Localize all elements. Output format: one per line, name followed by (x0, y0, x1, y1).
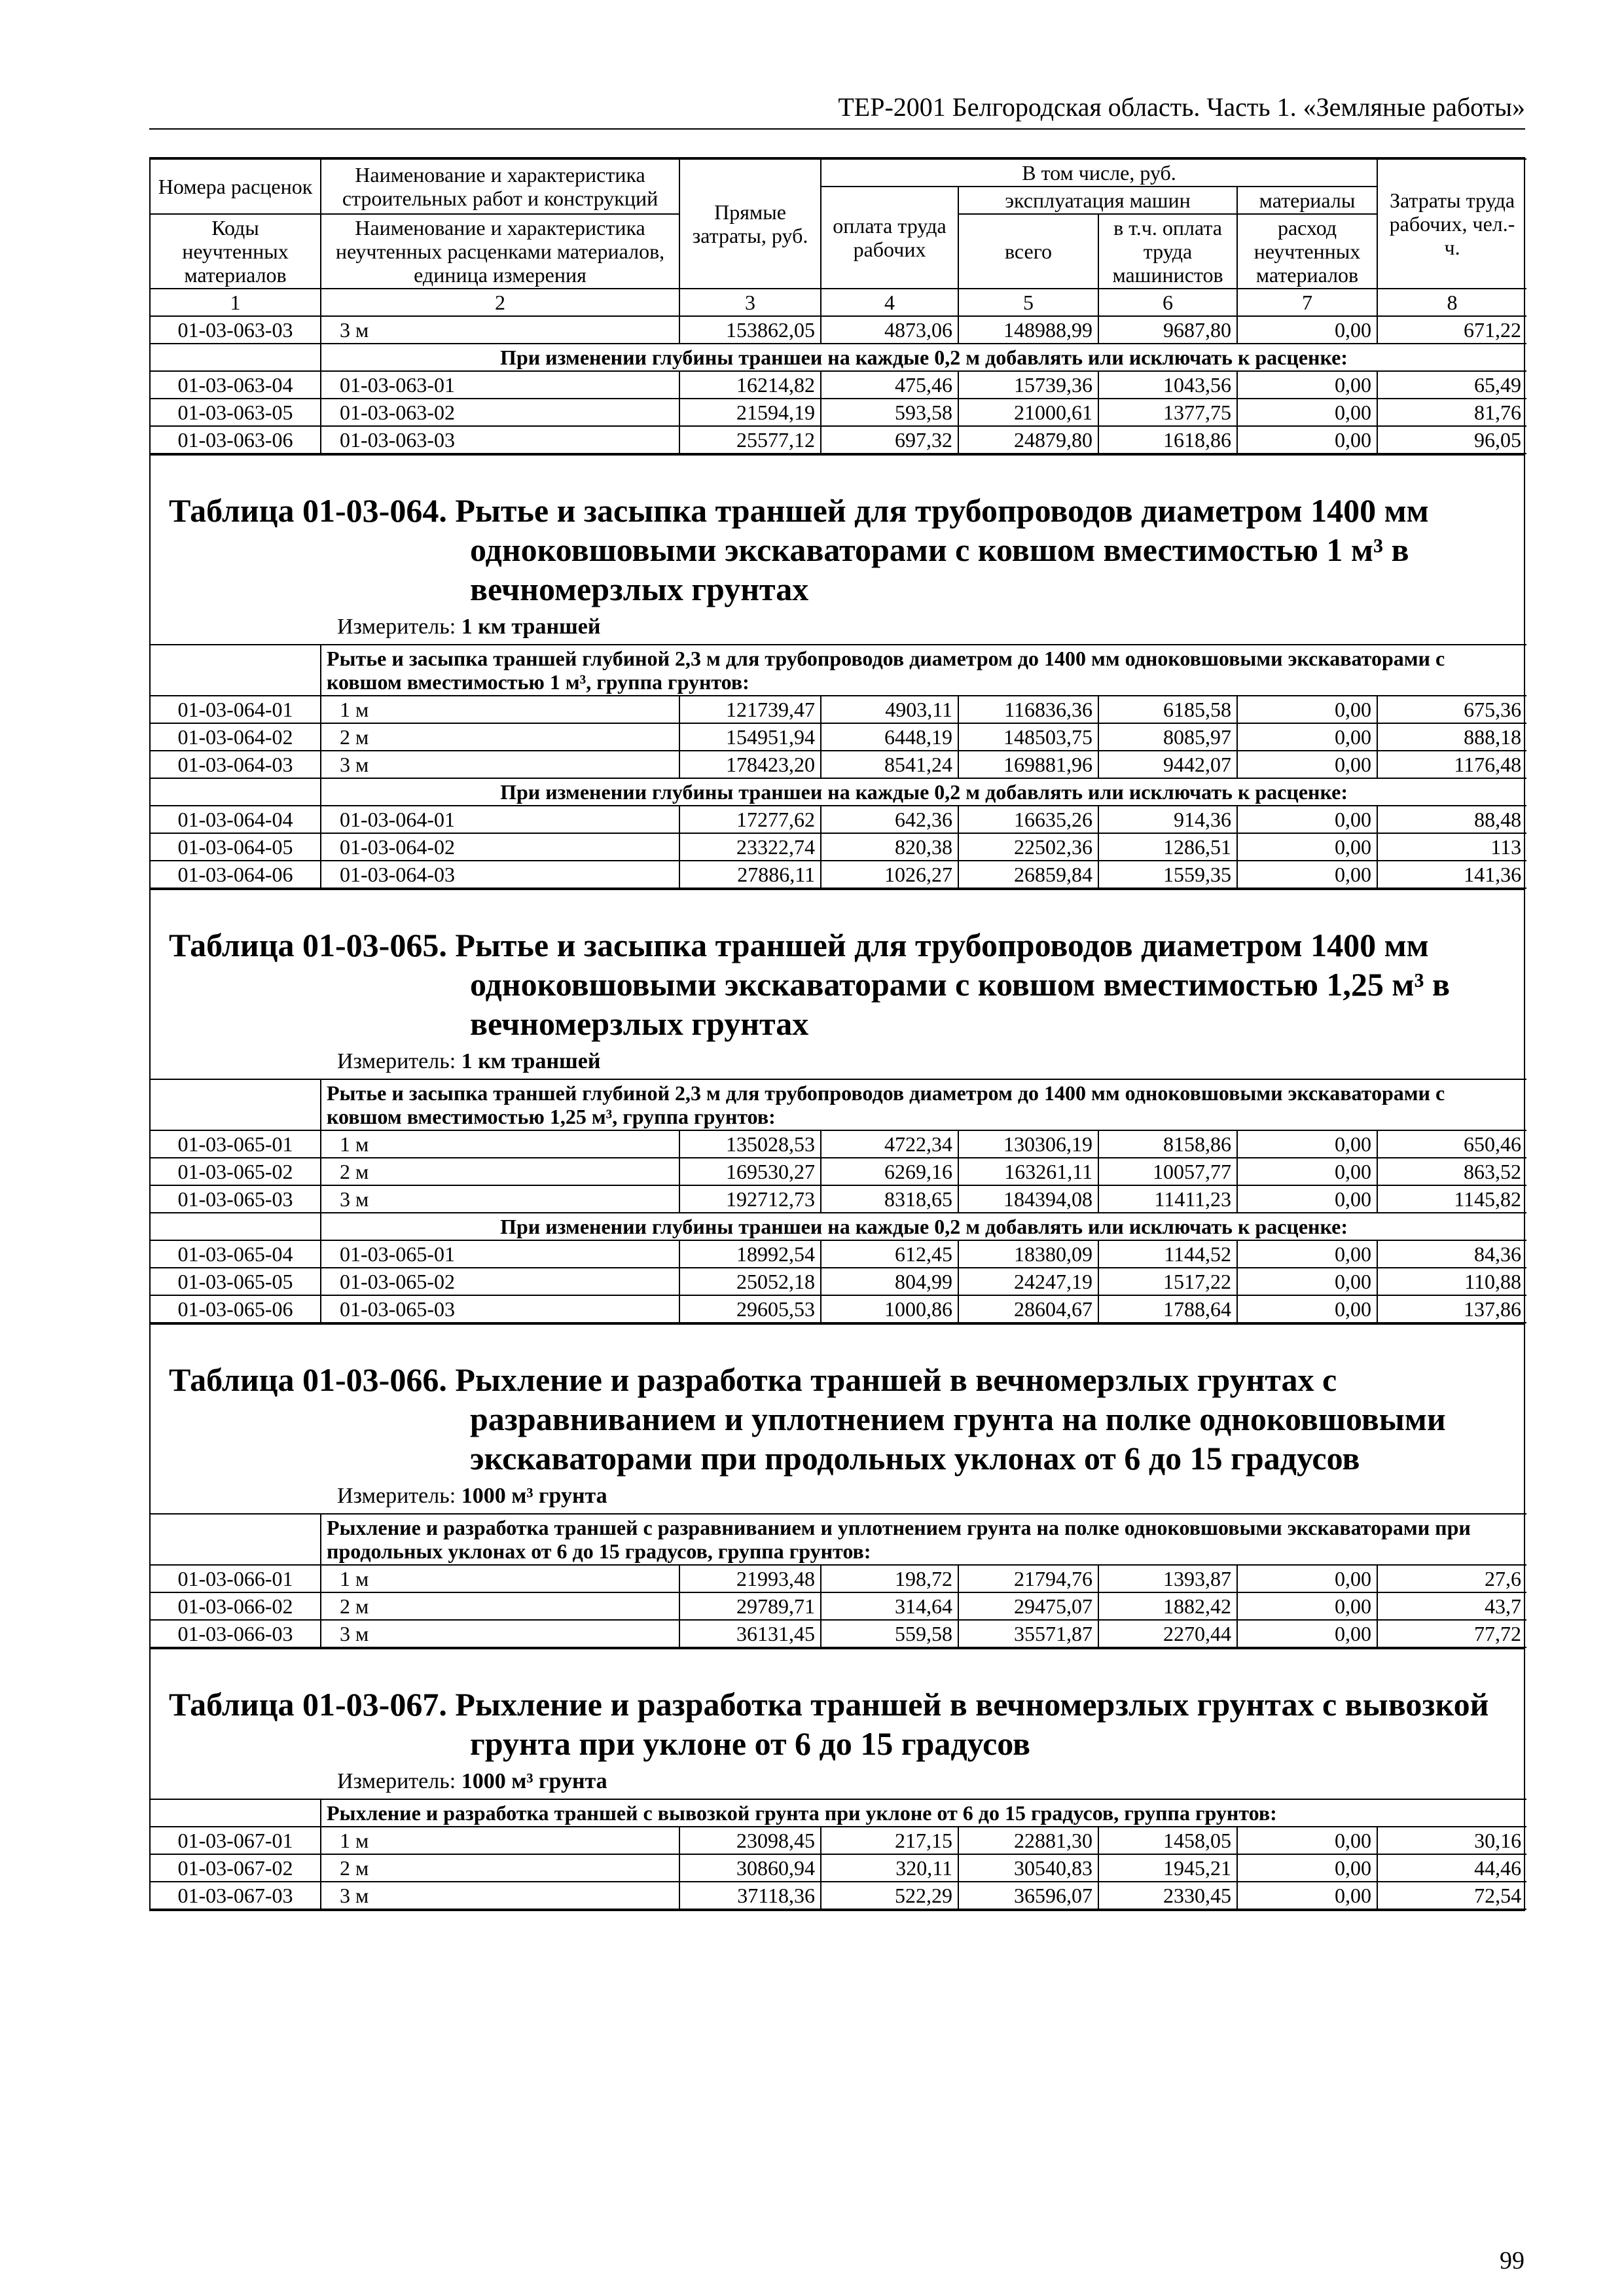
rate-row (151, 371, 1526, 399)
cell-operators: 9442,07 (1098, 751, 1237, 778)
cell-code: 01-03-063-05 (151, 399, 321, 426)
cell-labor: 4873,06 (821, 316, 958, 344)
cell-hours: 65,49 (1377, 371, 1526, 399)
note-spacer (151, 1213, 321, 1240)
cell-code: 01-03-065-05 (151, 1268, 321, 1295)
table-01-03-063-continuation (151, 315, 1526, 454)
measure-unit (151, 609, 1524, 644)
column-number-row (151, 289, 1526, 316)
cell-direct: 29789,71 (679, 1592, 821, 1620)
cell-machines: 116836,36 (958, 696, 1098, 723)
cell-name: 3 м (321, 1882, 679, 1909)
cell-materials: 0,00 (1237, 1130, 1377, 1158)
note-spacer (151, 778, 321, 806)
cell-labor: 642,36 (821, 806, 958, 833)
cell-operators: 914,36 (1098, 806, 1237, 833)
rate-row (151, 1854, 1526, 1882)
header-material-description: Наименование и характеристика неучтенных расценками материалов, единица измерения (321, 214, 679, 289)
cell-machines: 184394,08 (958, 1185, 1098, 1213)
depth-change-note: При изменении глубины траншеи на каждые 0,2 м добавлять или исключать к расценке: (321, 778, 1526, 806)
rate-table (151, 1513, 1526, 1648)
cell-machines: 36596,07 (958, 1882, 1098, 1909)
cell-hours: 43,7 (1377, 1592, 1526, 1620)
rate-table-section (151, 454, 1524, 889)
column-number: 6 (1098, 289, 1237, 316)
cell-materials: 0,00 (1237, 1620, 1377, 1647)
cell-name: 3 м (321, 316, 679, 344)
measure-label: Измеритель: (337, 1484, 456, 1508)
measure-unit (151, 1043, 1524, 1079)
cell-code: 01-03-064-06 (151, 861, 321, 888)
work-description: Рытье и засыпка траншей глубиной 2,3 м для трубопроводов диаметром до 1400 мм одноковшовыми экскаваторами с ковшом вместимостью 1,25 м³, группа грунтов: (321, 1079, 1526, 1130)
section-title (151, 1649, 1524, 1763)
cell-labor: 522,29 (821, 1882, 958, 1909)
cell-operators: 1393,87 (1098, 1565, 1237, 1592)
cell-materials: 0,00 (1237, 1592, 1377, 1620)
rate-row (151, 1565, 1526, 1592)
cell-machines: 15739,36 (958, 371, 1098, 399)
cell-materials: 0,00 (1237, 1185, 1377, 1213)
cell-code: 01-03-064-01 (151, 696, 321, 723)
cell-machines: 35571,87 (958, 1620, 1098, 1647)
cell-hours: 141,36 (1377, 861, 1526, 888)
column-number: 2 (321, 289, 679, 316)
cell-labor: 4903,11 (821, 696, 958, 723)
cell-materials: 0,00 (1237, 1158, 1377, 1185)
measure-label: Измеритель: (337, 1049, 456, 1073)
cell-materials: 0,00 (1237, 426, 1377, 454)
section-title-lead: Таблица 01-03-066. Рыхление и разработка траншей в вечномерзлых грунтах с (169, 1361, 1337, 1398)
cell-materials: 0,00 (1237, 1240, 1377, 1268)
cell-materials: 0,00 (1237, 1827, 1377, 1854)
cell-labor: 314,64 (821, 1592, 958, 1620)
header-work-description: Наименование и характеристика строительных работ и конструкций (321, 159, 679, 214)
cell-direct: 16214,82 (679, 371, 821, 399)
cell-labor: 820,38 (821, 833, 958, 861)
column-number: 5 (958, 289, 1098, 316)
cell-machines: 22881,30 (958, 1827, 1098, 1854)
measure-value: 1000 м³ грунта (461, 1484, 607, 1508)
cell-labor: 8541,24 (821, 751, 958, 778)
rate-row (151, 1882, 1526, 1909)
cell-code: 01-03-064-05 (151, 833, 321, 861)
rate-row (151, 1827, 1526, 1854)
cell-machines: 169881,96 (958, 751, 1098, 778)
cell-direct: 169530,27 (679, 1158, 821, 1185)
column-number: 3 (679, 289, 821, 316)
cell-name: 01-03-064-02 (321, 833, 679, 861)
cell-code: 01-03-064-03 (151, 751, 321, 778)
section-title-lead: Таблица 01-03-064. Рытье и засыпка траншей для трубопроводов диаметром 1400 мм (169, 492, 1429, 529)
cell-code: 01-03-066-01 (151, 1565, 321, 1592)
cell-operators: 6185,58 (1098, 696, 1237, 723)
cell-materials: 0,00 (1237, 371, 1377, 399)
cell-machines: 24247,19 (958, 1268, 1098, 1295)
header-worker-pay: оплата труда рабочих (821, 187, 958, 289)
cell-labor: 198,72 (821, 1565, 958, 1592)
header-material-codes: Коды неучтенных материалов (151, 214, 321, 289)
cell-direct: 25577,12 (679, 426, 821, 454)
column-number: 4 (821, 289, 958, 316)
cell-direct: 153862,05 (679, 316, 821, 344)
rate-row (151, 861, 1526, 888)
cell-name: 1 м (321, 1130, 679, 1158)
cell-labor: 1000,86 (821, 1295, 958, 1323)
rate-table-section (151, 889, 1524, 1323)
cell-direct: 21594,19 (679, 399, 821, 426)
rate-row (151, 1295, 1526, 1323)
cell-operators: 2330,45 (1098, 1882, 1237, 1909)
cell-operators: 1882,42 (1098, 1592, 1237, 1620)
cell-operators: 10057,77 (1098, 1158, 1237, 1185)
cell-code: 01-03-066-02 (151, 1592, 321, 1620)
cell-code: 01-03-065-04 (151, 1240, 321, 1268)
cell-code: 01-03-067-03 (151, 1882, 321, 1909)
cell-materials: 0,00 (1237, 751, 1377, 778)
section-title (151, 1325, 1524, 1478)
cell-materials: 0,00 (1237, 1854, 1377, 1882)
cell-machines: 29475,07 (958, 1592, 1098, 1620)
measure-value: 1 км траншей (461, 615, 601, 639)
cell-name: 3 м (321, 751, 679, 778)
cell-operators: 1559,35 (1098, 861, 1237, 888)
section-title-rest: одноковшовыми экскаваторами с ковшом вместимостью 1,25 м³ в вечномерзлых грунтах (470, 966, 1450, 1042)
cell-name: 2 м (321, 1592, 679, 1620)
cell-labor: 320,11 (821, 1854, 958, 1882)
section-title-lead: Таблица 01-03-067. Рыхление и разработка траншей в вечномерзлых грунтах с вывозкой (169, 1686, 1489, 1723)
cell-direct: 30860,94 (679, 1854, 821, 1882)
cell-machines: 16635,26 (958, 806, 1098, 833)
cell-direct: 17277,62 (679, 806, 821, 833)
cell-labor: 217,15 (821, 1827, 958, 1854)
cell-direct: 27886,11 (679, 861, 821, 888)
cell-labor: 1026,27 (821, 861, 958, 888)
cell-machines: 30540,83 (958, 1854, 1098, 1882)
cell-direct: 192712,73 (679, 1185, 821, 1213)
column-header-table (151, 158, 1526, 317)
cell-labor: 6269,16 (821, 1158, 958, 1185)
cell-materials: 0,00 (1237, 696, 1377, 723)
cell-materials: 0,00 (1237, 861, 1377, 888)
cell-labor: 612,45 (821, 1240, 958, 1268)
rate-row (151, 806, 1526, 833)
rate-row (151, 723, 1526, 751)
header-direct-costs: Прямые затраты, руб. (679, 159, 821, 289)
cell-hours: 1145,82 (1377, 1185, 1526, 1213)
section-title (151, 456, 1524, 609)
cell-labor: 6448,19 (821, 723, 958, 751)
cell-name: 01-03-063-03 (321, 426, 679, 454)
rates-table-frame (149, 157, 1525, 1911)
cell-machines: 24879,80 (958, 426, 1098, 454)
cell-code: 01-03-066-03 (151, 1620, 321, 1647)
cell-code: 01-03-065-03 (151, 1185, 321, 1213)
work-description: Рыхление и разработка траншей с вывозкой грунта при уклоне от 6 до 15 градусов, группа грунтов: (321, 1799, 1526, 1827)
measure-value: 1 км траншей (461, 1049, 601, 1073)
cell-direct: 37118,36 (679, 1882, 821, 1909)
depth-change-note: При изменении глубины траншеи на каждые 0,2 м добавлять или исключать к расценке: (321, 1213, 1526, 1240)
cell-name: 2 м (321, 1158, 679, 1185)
cell-direct: 18992,54 (679, 1240, 821, 1268)
cell-operators: 8158,86 (1098, 1130, 1237, 1158)
cell-code: 01-03-063-04 (151, 371, 321, 399)
cell-operators: 1618,86 (1098, 426, 1237, 454)
measure-value: 1000 м³ грунта (461, 1769, 607, 1793)
measure-unit (151, 1478, 1524, 1513)
cell-hours: 888,18 (1377, 723, 1526, 751)
cell-name: 3 м (321, 1185, 679, 1213)
cell-hours: 44,46 (1377, 1854, 1526, 1882)
cell-code: 01-03-067-02 (151, 1854, 321, 1882)
note-spacer (151, 645, 321, 696)
column-number: 7 (1237, 289, 1377, 316)
cell-machines: 18380,09 (958, 1240, 1098, 1268)
cell-materials: 0,00 (1237, 399, 1377, 426)
cell-direct: 121739,47 (679, 696, 821, 723)
work-description: Рыхление и разработка траншей с разравниванием и уплотнением грунта на полке одноковшовыми экскаваторами при продольных уклонах от 6 до 15 градусов, группа грунтов: (321, 1514, 1526, 1565)
rate-row (151, 1185, 1526, 1213)
header-operator-pay: в т.ч. оплата труда машинистов (1098, 214, 1237, 289)
cell-direct: 154951,94 (679, 723, 821, 751)
header-machine-operation: эксплуатация машин (958, 187, 1237, 214)
cell-labor: 593,58 (821, 399, 958, 426)
cell-code: 01-03-067-01 (151, 1827, 321, 1854)
cell-operators: 1043,56 (1098, 371, 1237, 399)
cell-name: 1 м (321, 1565, 679, 1592)
cell-operators: 1458,05 (1098, 1827, 1237, 1854)
cell-operators: 1788,64 (1098, 1295, 1237, 1323)
rate-row (151, 1240, 1526, 1268)
cell-direct: 21993,48 (679, 1565, 821, 1592)
cell-machines: 22502,36 (958, 833, 1098, 861)
section-title-rest: разравниванием и уплотнением грунта на полке одноковшовыми экскаваторами при продольных уклонах от 6 до 15 градусов (470, 1401, 1446, 1477)
cell-operators: 1144,52 (1098, 1240, 1237, 1268)
rate-row (151, 1158, 1526, 1185)
rate-row (151, 1268, 1526, 1295)
cell-name: 01-03-064-03 (321, 861, 679, 888)
cell-code: 01-03-065-06 (151, 1295, 321, 1323)
header-materials: материалы (1237, 187, 1377, 214)
column-number: 1 (151, 289, 321, 316)
header-labor-hours: Затраты труда рабочих, чел.-ч. (1377, 159, 1526, 289)
cell-materials: 0,00 (1237, 1565, 1377, 1592)
cell-machines: 28604,67 (958, 1295, 1098, 1323)
cell-name: 3 м (321, 1620, 679, 1647)
cell-materials: 0,00 (1237, 316, 1377, 344)
cell-name: 01-03-065-01 (321, 1240, 679, 1268)
cell-code: 01-03-065-01 (151, 1130, 321, 1158)
cell-machines: 21000,61 (958, 399, 1098, 426)
note-spacer (151, 1514, 321, 1565)
cell-name: 01-03-063-01 (321, 371, 679, 399)
rate-row (151, 399, 1526, 426)
header-unaccounted-materials: расход неучтенных материалов (1237, 214, 1377, 289)
cell-name: 01-03-064-01 (321, 806, 679, 833)
cell-hours: 27,6 (1377, 1565, 1526, 1592)
cell-machines: 21794,76 (958, 1565, 1098, 1592)
cell-name: 01-03-063-02 (321, 399, 679, 426)
section-title-rest: грунта при уклоне от 6 до 15 градусов (470, 1725, 1031, 1762)
rate-table (151, 644, 1526, 889)
cell-labor: 804,99 (821, 1268, 958, 1295)
rate-table-section (151, 1648, 1524, 1910)
cell-machines: 148988,99 (958, 316, 1098, 344)
cell-code: 01-03-064-04 (151, 806, 321, 833)
cell-operators: 9687,80 (1098, 316, 1237, 344)
cell-materials: 0,00 (1237, 806, 1377, 833)
rate-row (151, 1130, 1526, 1158)
cell-name: 01-03-065-02 (321, 1268, 679, 1295)
cell-hours: 671,22 (1377, 316, 1526, 344)
cell-hours: 77,72 (1377, 1620, 1526, 1647)
rate-row (151, 833, 1526, 861)
cell-labor: 697,32 (821, 426, 958, 454)
cell-direct: 23322,74 (679, 833, 821, 861)
section-title-rest: одноковшовыми экскаваторами с ковшом вместимостью 1 м³ в вечномерзлых грунтах (470, 531, 1409, 607)
cell-operators: 1945,21 (1098, 1854, 1237, 1882)
rate-table (151, 1799, 1526, 1910)
cell-direct: 135028,53 (679, 1130, 821, 1158)
cell-code: 01-03-065-02 (151, 1158, 321, 1185)
cell-direct: 25052,18 (679, 1268, 821, 1295)
cell-labor: 4722,34 (821, 1130, 958, 1158)
cell-materials: 0,00 (1237, 1882, 1377, 1909)
rate-table-section (151, 1323, 1524, 1648)
rate-row (151, 1592, 1526, 1620)
page-number: 99 (1500, 2247, 1525, 2274)
measure-label: Измеритель: (337, 1769, 456, 1793)
cell-hours: 1176,48 (1377, 751, 1526, 778)
depth-change-note: При изменении глубины траншеи на каждые 0,2 м добавлять или исключать к расценке: (321, 344, 1526, 371)
cell-code: 01-03-063-03 (151, 316, 321, 344)
rate-row (151, 696, 1526, 723)
cell-hours: 650,46 (1377, 1130, 1526, 1158)
cell-materials: 0,00 (1237, 1268, 1377, 1295)
cell-operators: 11411,23 (1098, 1185, 1237, 1213)
cell-name: 2 м (321, 1854, 679, 1882)
work-description: Рытье и засыпка траншей глубиной 2,3 м для трубопроводов диаметром до 1400 мм одноковшовыми экскаваторами с ковшом вместимостью 1 м³, группа грунтов: (321, 645, 1526, 696)
cell-direct: 23098,45 (679, 1827, 821, 1854)
cell-labor: 559,58 (821, 1620, 958, 1647)
note-spacer (151, 1079, 321, 1130)
rate-table (151, 1079, 1526, 1323)
cell-direct: 29605,53 (679, 1295, 821, 1323)
header-machines-total: всего (958, 214, 1098, 289)
cell-machines: 148503,75 (958, 723, 1098, 751)
cell-hours: 30,16 (1377, 1827, 1526, 1854)
cell-hours: 72,54 (1377, 1882, 1526, 1909)
cell-machines: 130306,19 (958, 1130, 1098, 1158)
note-spacer (151, 1799, 321, 1827)
header-including: В том числе, руб. (821, 159, 1377, 187)
cell-operators: 1286,51 (1098, 833, 1237, 861)
running-head: ТЕР-2001 Белгородская область. Часть 1. «Земляные работы» (149, 90, 1525, 130)
measure-unit (151, 1763, 1524, 1799)
section-title-lead: Таблица 01-03-065. Рытье и засыпка траншей для трубопроводов диаметром 1400 мм (169, 927, 1429, 963)
cell-name: 1 м (321, 1827, 679, 1854)
cell-direct: 36131,45 (679, 1620, 821, 1647)
rate-row (151, 316, 1526, 344)
cell-hours: 137,86 (1377, 1295, 1526, 1323)
section-title (151, 890, 1524, 1043)
rate-row (151, 426, 1526, 454)
cell-name: 01-03-065-03 (321, 1295, 679, 1323)
rate-row (151, 1620, 1526, 1647)
cell-name: 2 м (321, 723, 679, 751)
cell-hours: 863,52 (1377, 1158, 1526, 1185)
measure-label: Измеритель: (337, 615, 456, 639)
cell-hours: 675,36 (1377, 696, 1526, 723)
rate-row (151, 751, 1526, 778)
cell-code: 01-03-064-02 (151, 723, 321, 751)
cell-hours: 81,76 (1377, 399, 1526, 426)
column-number: 8 (1377, 289, 1526, 316)
cell-code: 01-03-063-06 (151, 426, 321, 454)
header-rate-numbers: Номера расценок (151, 159, 321, 214)
cell-operators: 1517,22 (1098, 1268, 1237, 1295)
cell-hours: 88,48 (1377, 806, 1526, 833)
cell-direct: 178423,20 (679, 751, 821, 778)
cell-machines: 26859,84 (958, 861, 1098, 888)
cell-labor: 8318,65 (821, 1185, 958, 1213)
cell-name: 1 м (321, 696, 679, 723)
cell-materials: 0,00 (1237, 723, 1377, 751)
cell-materials: 0,00 (1237, 1295, 1377, 1323)
cell-hours: 110,88 (1377, 1268, 1526, 1295)
cell-labor: 475,46 (821, 371, 958, 399)
cell-machines: 163261,11 (958, 1158, 1098, 1185)
cell-operators: 2270,44 (1098, 1620, 1237, 1647)
cell-operators: 8085,97 (1098, 723, 1237, 751)
cell-operators: 1377,75 (1098, 399, 1237, 426)
cell-materials: 0,00 (1237, 833, 1377, 861)
cell-hours: 84,36 (1377, 1240, 1526, 1268)
note-spacer (151, 344, 321, 371)
cell-hours: 113 (1377, 833, 1526, 861)
cell-hours: 96,05 (1377, 426, 1526, 454)
